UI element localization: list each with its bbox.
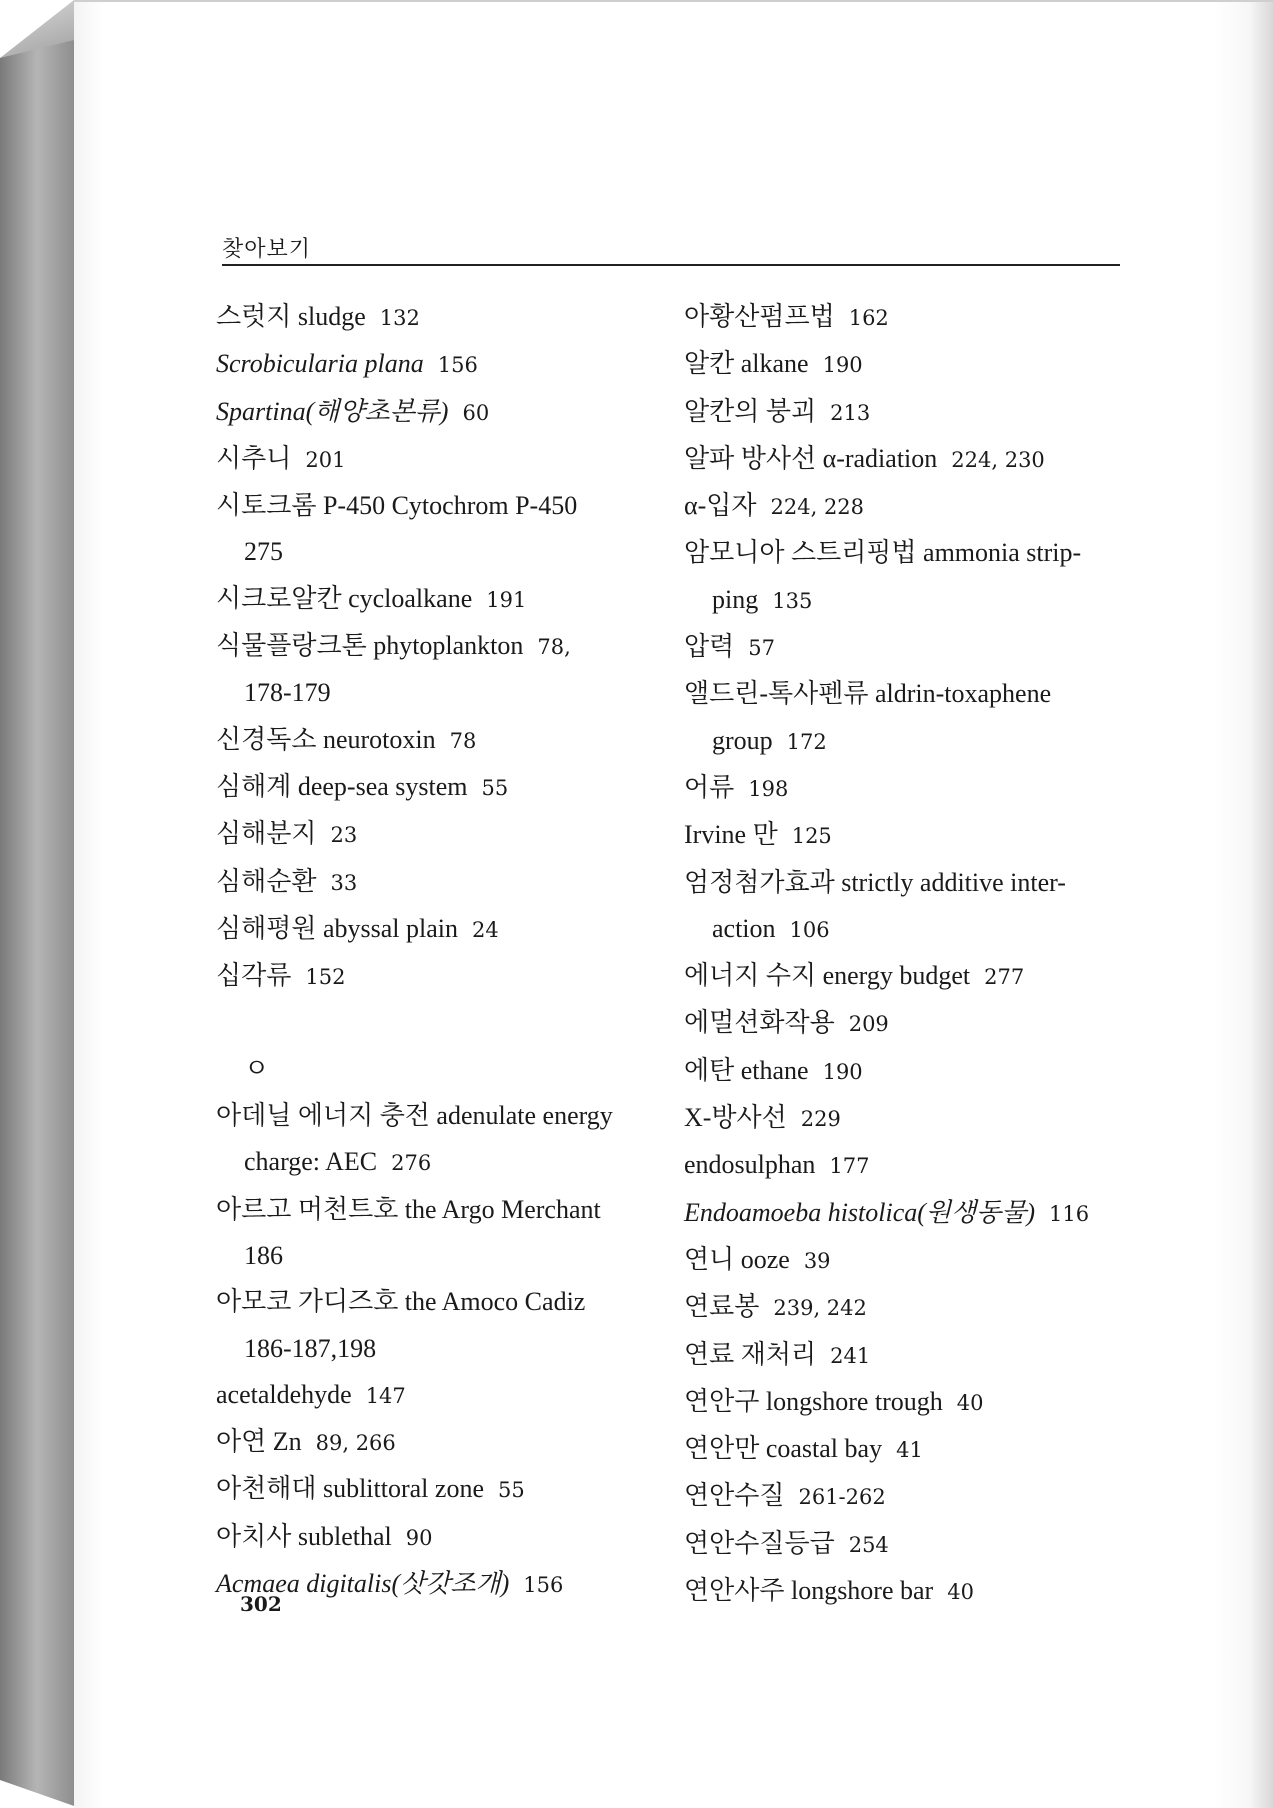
index-term: Acmaea digitalis(삿갓조개): [216, 1569, 510, 1599]
index-entry: [684, 1190, 1124, 1237]
index-entry: [216, 1233, 656, 1279]
index-entry: [684, 1000, 1124, 1047]
index-term: 연료 재처리: [684, 1339, 817, 1369]
index-entry: [684, 624, 1124, 671]
index-page-ref: 162: [848, 306, 889, 330]
book-spine: [0, 40, 74, 1806]
index-entry: [216, 341, 656, 388]
index-page-ref: 191: [486, 587, 527, 612]
index-term: 십각류: [216, 961, 292, 991]
index-term: Irvine 만: [684, 820, 778, 850]
index-page-ref: 254: [848, 1532, 889, 1557]
index-entry: [216, 1326, 656, 1372]
page-number: 302: [240, 1592, 282, 1616]
index-page-ref: 78: [449, 728, 477, 753]
index-term: ping: [712, 584, 759, 614]
index-page-ref: 224, 228: [770, 495, 865, 520]
index-term: endosulphan: [684, 1150, 816, 1180]
index-entry: [216, 717, 656, 764]
index-term: 아모코 가디즈호 the Amoco Cadiz: [216, 1287, 586, 1317]
index-entry: [216, 1093, 656, 1139]
index-page-ref: 24: [472, 917, 499, 942]
index-term: 186: [244, 1240, 283, 1270]
index-page-ref: 239, 242: [773, 1296, 867, 1321]
index-entry: [684, 1568, 1124, 1615]
index-term: 에너지 수지 energy budget: [684, 961, 971, 991]
index-entry: [684, 1379, 1124, 1426]
index-term: 알칸의 붕괴: [684, 396, 817, 426]
index-page-ref: 241: [830, 1343, 871, 1368]
index-entry: [216, 953, 656, 1000]
index-term: X-방사선: [684, 1103, 787, 1133]
index-entry: [216, 1419, 656, 1466]
index-entry: [684, 436, 1124, 483]
index-entry: [684, 860, 1124, 906]
index-page-ref: 55: [481, 775, 509, 800]
index-page-ref: 33: [330, 870, 358, 895]
index-page-ref: 198: [748, 776, 789, 801]
index-term: 연안만 coastal bay: [684, 1434, 883, 1464]
index-term: 알파 방사선 α-radiation: [684, 443, 938, 473]
index-entry: [684, 483, 1124, 530]
index-entry: [684, 765, 1124, 812]
index-term: 엄정첨가효과 strictly additive inter-: [684, 867, 1066, 897]
index-entry: [684, 530, 1124, 576]
index-page-ref: 116: [1049, 1201, 1090, 1226]
index-page-ref: 156: [437, 353, 478, 378]
index-page-ref: 229: [800, 1107, 841, 1132]
index-entry: [216, 670, 656, 716]
index-term: 어류: [684, 772, 735, 802]
index-entry: [684, 1521, 1124, 1568]
index-page-ref: 40: [956, 1390, 984, 1415]
index-term: 신경독소 neurotoxin: [216, 724, 436, 754]
index-page-ref: 209: [848, 1012, 889, 1037]
index-entry: [684, 389, 1124, 436]
index-term: Scrobicularia plana: [216, 349, 424, 379]
index-term: 식물플랑크톤 phytoplankton: [216, 631, 524, 661]
index-entry: [216, 764, 656, 811]
index-entry: [216, 1046, 656, 1093]
index-term: 연안수질: [684, 1481, 785, 1511]
index-page-ref: 23: [330, 823, 358, 848]
index-entry: [216, 906, 656, 953]
index-term: 시크로알칸 cycloalkane: [216, 583, 473, 613]
index-term: Spartina(해양초본류): [216, 396, 449, 426]
index-entry: [684, 341, 1124, 388]
index-page-ref: 152: [305, 965, 346, 990]
index-term: 심해분지: [216, 819, 317, 849]
index-page-ref: 277: [984, 965, 1025, 990]
index-term: 아치사 sublethal: [216, 1521, 392, 1551]
index-entry: [684, 577, 1124, 624]
index-term: 알칸 alkane: [684, 349, 809, 379]
index-page-ref: 177: [829, 1154, 870, 1179]
index-term: 시토크롬 P-450 Cytochrom P-450: [216, 491, 578, 521]
header-rule: [222, 264, 1120, 266]
index-page-ref: 40: [947, 1580, 974, 1605]
index-term: 186-187,198: [244, 1333, 377, 1363]
index-page-ref: 190: [822, 1059, 863, 1084]
index-entry: [684, 671, 1124, 717]
index-page-ref: 147: [365, 1383, 406, 1408]
index-page-ref: 60: [462, 400, 490, 425]
index-entry: [684, 812, 1124, 859]
index-term: 암모니아 스트리핑법 ammonia strip-: [684, 538, 1082, 568]
index-term: 연니 ooze: [684, 1244, 790, 1274]
index-term: 아황산펌프법: [684, 302, 835, 331]
index-page-ref: 57: [748, 636, 775, 661]
index-page-ref: 125: [791, 824, 832, 849]
index-term: 에멀션화작용: [684, 1008, 835, 1038]
index-term: action: [712, 913, 776, 943]
index-column-left: [216, 294, 656, 1608]
index-page-ref: 39: [803, 1248, 831, 1273]
index-entry: [684, 1048, 1124, 1095]
index-entry: [684, 1095, 1124, 1142]
index-page-ref: 201: [305, 447, 346, 472]
index-term: 아데닐 에너지 충전 adenulate energy: [216, 1101, 613, 1131]
index-entry: [216, 389, 656, 436]
running-header: 찾아보기: [222, 237, 312, 262]
index-entry: [216, 1139, 656, 1186]
index-page-ref: 55: [497, 1478, 525, 1503]
index-page-ref: 276: [391, 1151, 432, 1176]
index-entry: [216, 1187, 656, 1233]
index-page-ref: 132: [379, 306, 420, 330]
index-term: acetaldehyde: [216, 1379, 352, 1409]
index-page-ref: 89, 266: [315, 1431, 396, 1456]
index-term: group: [712, 725, 773, 755]
index-entry: [216, 436, 656, 483]
index-entry: [216, 1372, 656, 1419]
index-term: 앨드린-톡사펜류 aldrin-toxaphene: [684, 679, 1052, 709]
index-term: charge: AEC: [244, 1147, 378, 1177]
index-term: 심해순환: [216, 866, 317, 896]
index-entry: [684, 294, 1124, 341]
index-entry: [684, 906, 1124, 953]
index-term: ㅇ: [244, 1053, 270, 1083]
index-entry: [216, 1466, 656, 1513]
index-page-ref: 78,: [537, 635, 571, 660]
index-term: 178-179: [244, 678, 331, 708]
index-page-ref: 190: [822, 353, 863, 378]
index-term: 심해평원 abyssal plain: [216, 913, 458, 943]
index-term: 에탄 ethane: [684, 1055, 809, 1085]
index-entry: [684, 718, 1124, 765]
index-entry: [216, 576, 656, 623]
index-entry: [216, 811, 656, 858]
index-page-ref: 213: [830, 400, 871, 425]
index-term: Endoamoeba histolica(원생동물): [684, 1197, 1036, 1227]
index-term: α-입자: [684, 491, 757, 521]
index-page-ref: 106: [789, 917, 830, 942]
index-term: 연안수질등급: [684, 1528, 835, 1558]
index-page-ref: 156: [523, 1573, 564, 1598]
index-term: 심해계 deep-sea system: [216, 771, 468, 801]
index-entry: [216, 859, 656, 906]
index-entry: [684, 1426, 1124, 1473]
index-entry: [216, 483, 656, 529]
index-entry: [216, 623, 656, 670]
index-entry: [216, 529, 656, 575]
index-entry: [684, 1284, 1124, 1331]
index-entry: [684, 1473, 1124, 1520]
index-column-right: [684, 294, 1124, 1615]
index-entry: [684, 1332, 1124, 1379]
index-entry: [684, 953, 1124, 1000]
index-entry: [216, 1279, 656, 1325]
index-page-ref: 41: [896, 1438, 923, 1463]
index-term: 아연 Zn: [216, 1427, 302, 1457]
index-term: 아천해대 sublittoral zone: [216, 1474, 484, 1504]
index-page-ref: 135: [772, 588, 813, 613]
index-page-ref: 172: [786, 729, 827, 754]
index-term: 275: [244, 537, 283, 567]
page-shadow: [1249, 2, 1273, 1808]
index-term: 스럿지 sludge: [216, 302, 366, 331]
index-page-ref: 90: [405, 1525, 433, 1550]
index-term: 아르고 머천트호 the Argo Merchant: [216, 1194, 601, 1224]
index-entry: [216, 294, 656, 341]
index-entry: [216, 1514, 656, 1561]
index-entry: [684, 1237, 1124, 1284]
index-term: 시추니: [216, 443, 292, 473]
index-entry: [216, 1000, 656, 1045]
index-page-ref: 224, 230: [951, 447, 1045, 472]
index-term: 압력: [684, 632, 735, 662]
index-term: 연안구 longshore trough: [684, 1386, 943, 1416]
index-entry: [684, 1142, 1124, 1189]
index-page-ref: 261-262: [798, 1485, 886, 1510]
index-entry: [216, 1561, 656, 1608]
index-term: 연료봉: [684, 1292, 760, 1322]
index-term: 연안사주 longshore bar: [684, 1576, 934, 1606]
